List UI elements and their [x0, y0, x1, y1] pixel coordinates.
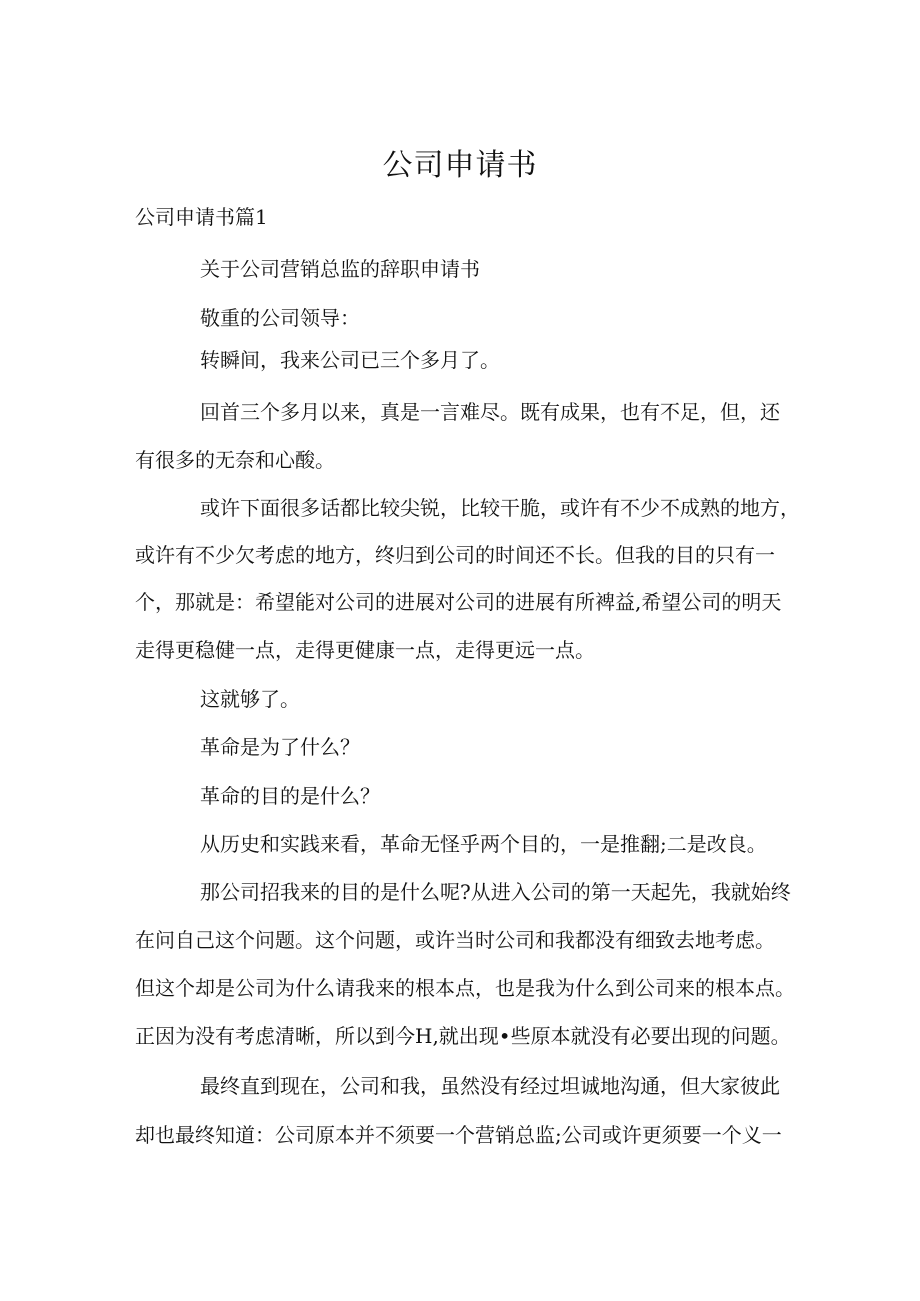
paragraph-line: 或许有不少欠考虑的地方，终归到公司的时间还不长。但我的目的只有一 — [135, 543, 775, 567]
paragraph-line: 正因为没有考虑清晰，所以到今H,就出现•些原本就没有必要出现的问题。 — [135, 1024, 791, 1048]
paragraph-line: 敬重的公司领导： — [200, 306, 360, 330]
paragraph-line: 却也最终知道：公司原本并不须要一个营销总监;公司或许更须要一个义一 — [135, 1123, 782, 1147]
paragraph-line: 或许下面很多话都比较尖锐，比较干脆，或许有不少不成熟的地方， — [200, 496, 800, 520]
paragraph-line: 关于公司营销总监的辞职申请书 — [200, 257, 480, 281]
paragraph-line: 革命是为了什么？ — [200, 735, 360, 759]
paragraph-line: 个，那就是：希望能对公司的进展对公司的进展有所裨益,希望公司的明天 — [135, 590, 782, 614]
paragraph-line: 从历史和实践来看，革命无怪乎两个目的，一是推翻;二是改良。 — [200, 832, 767, 856]
paragraph-line: 但这个却是公司为什么请我来的根本点，也是我为什么到公司来的根本点。 — [135, 976, 795, 1000]
paragraph-line: 这就够了。 — [200, 687, 300, 711]
paragraph-line: 革命的目的是什么？ — [200, 784, 380, 808]
paragraph-line: 最终直到现在，公司和我，虽然没有经过坦诚地沟通，但大家彼此 — [200, 1074, 780, 1098]
paragraph-line: 有很多的无奈和心酸。 — [135, 448, 335, 472]
paragraph-line: 走得更稳健一点，走得更健康一点，走得更远一点。 — [135, 638, 595, 662]
paragraph-line: 那公司招我来的目的是什么呢?从进入公司的第一天起先，我就始终 — [200, 880, 791, 904]
paragraph-line: 在问自己这个问题。这个问题，或许当时公司和我都没有细致去地考虑。 — [135, 928, 775, 952]
page-title: 公司申请书 — [382, 148, 538, 183]
section-heading: 公司申请书篇1 — [135, 205, 268, 229]
paragraph-line: 回首三个多月以来，真是一言难尽。既有成果，也有不足，但，还 — [200, 400, 780, 424]
paragraph-line: 转瞬间，我来公司已三个多月了。 — [200, 348, 500, 372]
